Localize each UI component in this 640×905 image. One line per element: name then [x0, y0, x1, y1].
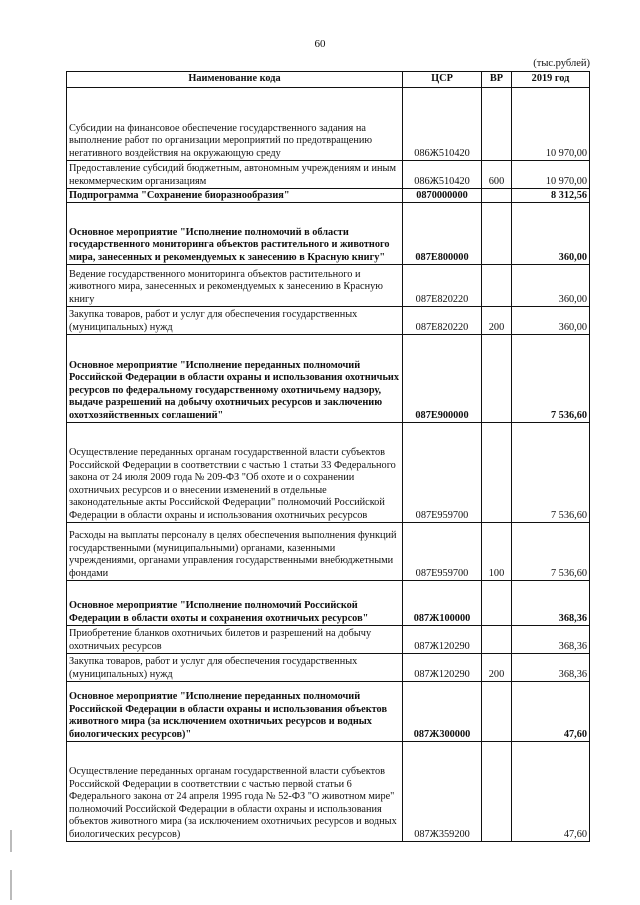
- row-name: Закупка товаров, работ и услуг для обеспечения государственных (муниципальных) нужд: [67, 654, 403, 682]
- row-vr: [482, 682, 512, 742]
- header-row: [67, 72, 590, 88]
- row-csr: 087Е900000: [403, 335, 482, 423]
- table-row: [67, 203, 590, 265]
- row-csr: 087Ж120290: [403, 626, 482, 654]
- row-vr: [482, 265, 512, 307]
- row-name: Осуществление переданных органам государственной власти субъектов Российской Федерации в соответствии с частью 1 статьи 33 Федерального закона от 24 июля 2009 года № 209-ФЗ "Об охоте и о сохранении охотничьих ресурсов и о внесении изменений в отдельные законодательные акты Российской Федерации" полномочий Российской Федерации в области охраны и использования охотничьих ресурсов: [67, 423, 403, 523]
- table-row: [67, 189, 590, 203]
- row-vr: [482, 189, 512, 203]
- table-row: [67, 581, 590, 626]
- row-vr: 600: [482, 161, 512, 189]
- row-amount: 10 970,00: [512, 161, 590, 189]
- row-name: Основное мероприятие "Исполнение полномочий в области государственного мониторинга объектов растительного и животного мира, занесенных и рекомендуемых к занесению в Красную книгу": [67, 203, 403, 265]
- row-csr: 0870000000: [403, 189, 482, 203]
- row-csr: 087Е959700: [403, 523, 482, 581]
- row-name: Субсидии на финансовое обеспечение государственного задания на выполнение работ по организации мероприятий по предотвращению негативного воздействия на окружающую среду: [67, 88, 403, 161]
- row-name: Закупка товаров, работ и услуг для обеспечения государственных (муниципальных) нужд: [67, 307, 403, 335]
- row-vr: [482, 335, 512, 423]
- row-csr: 087Ж300000: [403, 682, 482, 742]
- row-amount: 360,00: [512, 203, 590, 265]
- row-csr: 087Е820220: [403, 307, 482, 335]
- row-name: Предоставление субсидий бюджетным, автономным учреждениям и иным некоммерческим организациям: [67, 161, 403, 189]
- row-amount: 8 312,56: [512, 189, 590, 203]
- table-row: [67, 682, 590, 742]
- row-csr: 087Е800000: [403, 203, 482, 265]
- row-name: Основное мероприятие "Исполнение переданных полномочий Российской Федерации в области охраны и использования объектов животного мира (за исключением охотничьих ресурсов и водных биологических ресурсов)": [67, 682, 403, 742]
- table-row: [67, 335, 590, 423]
- row-vr: [482, 423, 512, 523]
- table-row: [67, 265, 590, 307]
- header-amount: 2019 год: [512, 72, 590, 88]
- row-amount: 47,60: [512, 682, 590, 742]
- row-csr: 086Ж510420: [403, 88, 482, 161]
- row-amount: 368,36: [512, 654, 590, 682]
- row-vr: 100: [482, 523, 512, 581]
- header-name: Наименование кода: [67, 72, 403, 88]
- table-row: [67, 654, 590, 682]
- row-csr: 087Е959700: [403, 423, 482, 523]
- row-vr: [482, 88, 512, 161]
- row-vr: [482, 581, 512, 626]
- row-csr: 087Ж359200: [403, 742, 482, 842]
- row-amount: 47,60: [512, 742, 590, 842]
- row-amount: 368,36: [512, 581, 590, 626]
- row-vr: [482, 626, 512, 654]
- row-amount: 10 970,00: [512, 88, 590, 161]
- table-row: [67, 88, 590, 161]
- binding-hole-marks: [8, 830, 14, 900]
- row-vr: 200: [482, 307, 512, 335]
- page-number: 60: [314, 38, 326, 50]
- row-csr: 086Ж510420: [403, 161, 482, 189]
- table-row: [67, 307, 590, 335]
- row-amount: 7 536,60: [512, 335, 590, 423]
- header-csr: ЦСР: [403, 72, 482, 88]
- header-vr: ВР: [482, 72, 512, 88]
- row-amount: 7 536,60: [512, 423, 590, 523]
- row-name: Расходы на выплаты персоналу в целях обеспечения выполнения функций государственными (муниципальными) органами, казенными учреждениями, органами управления государственными внебюджетными фондами: [67, 523, 403, 581]
- row-name: Осуществление переданных органам государственной власти субъектов Российской Федерации в соответствии с частью первой статьи 6 Федерального закона от 24 апреля 1995 года № 52-ФЗ "О животном мире" полномочий Российской Федерации в области охраны и использования объектов животного мира (за исключением охотничьих ресурсов и водных биологических ресурсов): [67, 742, 403, 842]
- row-csr: 087Е820220: [403, 265, 482, 307]
- row-vr: [482, 203, 512, 265]
- row-name: Приобретение бланков охотничьих билетов и разрешений на добычу охотничьих ресурсов: [67, 626, 403, 654]
- table-row: [67, 161, 590, 189]
- row-name: Основное мероприятие "Исполнение полномочий Российской Федерации в области охоты и сохранения охотничьих ресурсов": [67, 581, 403, 626]
- table-row: [67, 523, 590, 581]
- row-name: Основное мероприятие "Исполнение переданных полномочий Российской Федерации в области охраны и использования охотничьих ресурсов по федеральному государственному охотничьему надзору, выдаче разрешений на добычу охотничьих ресурсов и заключению охотхозяйственных соглашений": [67, 335, 403, 423]
- row-amount: 7 536,60: [512, 523, 590, 581]
- units-label: (тыс.рублей): [533, 58, 590, 69]
- row-amount: 368,36: [512, 626, 590, 654]
- row-vr: 200: [482, 654, 512, 682]
- row-csr: 087Ж120290: [403, 654, 482, 682]
- row-vr: [482, 742, 512, 842]
- table-row: [67, 423, 590, 523]
- row-csr: 087Ж100000: [403, 581, 482, 626]
- budget-table: [66, 71, 590, 842]
- row-amount: 360,00: [512, 307, 590, 335]
- row-name: Ведение государственного мониторинга объектов растительного и животного мира, занесенных и рекомендуемых к занесению в Красную книгу: [67, 265, 403, 307]
- row-amount: 360,00: [512, 265, 590, 307]
- table-row: [67, 742, 590, 842]
- table-row: [67, 626, 590, 654]
- row-name: Подпрограмма "Сохранение биоразнообразия": [67, 189, 403, 203]
